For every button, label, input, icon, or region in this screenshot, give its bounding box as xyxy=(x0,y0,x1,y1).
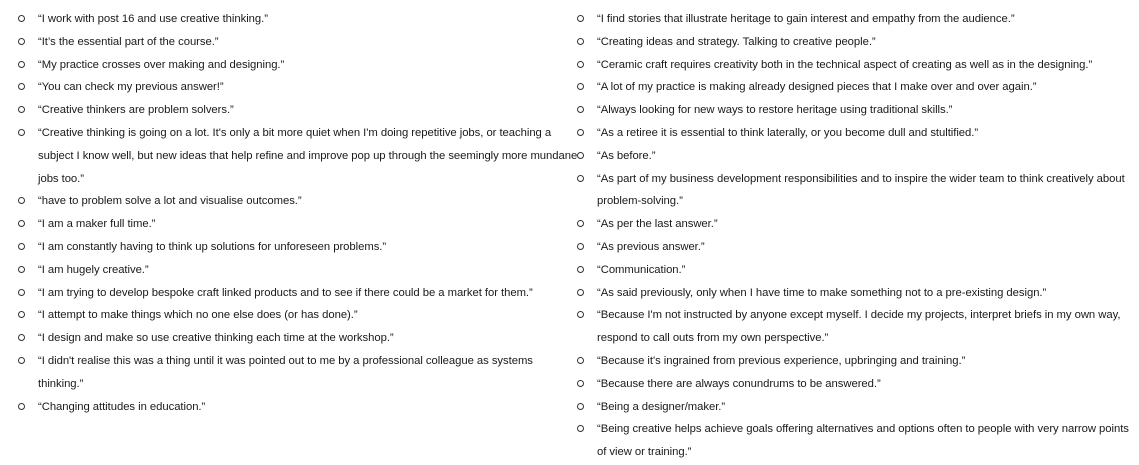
list-item xyxy=(577,304,1132,350)
quote-text: “My practice crosses over making and designing.” xyxy=(38,58,285,71)
circle-bullet-icon xyxy=(577,403,584,410)
circle-bullet-icon xyxy=(18,61,25,68)
quote-text: “I am trying to develop bespoke craft linked products and to see if there could be a market for them.” xyxy=(38,286,533,299)
quote-text: “Always looking for new ways to restore heritage using traditional skills.” xyxy=(597,104,953,117)
circle-bullet-icon xyxy=(18,357,25,364)
quote-text: “have to problem solve a lot and visualise outcomes.” xyxy=(38,195,302,208)
list-item xyxy=(18,76,578,99)
quote-text: “Because there are always conundrums to be answered.” xyxy=(597,377,881,390)
quote-text: “Because it's ingrained from previous experience, upbringing and training.” xyxy=(597,354,966,367)
list-item xyxy=(577,8,1132,31)
circle-bullet-icon xyxy=(577,311,584,318)
circle-bullet-icon xyxy=(577,266,584,273)
quote-text: “Creative thinkers are problem solvers.” xyxy=(38,104,234,117)
circle-bullet-icon xyxy=(577,83,584,90)
quote-text: “I am hugely creative.” xyxy=(38,263,149,276)
circle-bullet-icon xyxy=(577,175,584,182)
circle-bullet-icon xyxy=(577,425,584,432)
circle-bullet-icon xyxy=(577,129,584,136)
list-item xyxy=(18,54,578,77)
list-item xyxy=(18,8,578,31)
list-item xyxy=(577,282,1132,305)
quote-text: “It’s the essential part of the course.” xyxy=(38,35,219,48)
quote-text: “As said previously, only when I have time to make something not to a pre-existing design.” xyxy=(597,286,1047,299)
list-item xyxy=(18,304,578,327)
circle-bullet-icon xyxy=(18,197,25,204)
circle-bullet-icon xyxy=(18,243,25,250)
circle-bullet-icon xyxy=(18,15,25,22)
right-quote-list xyxy=(577,8,1132,464)
quote-text: “I find stories that illustrate heritage to gain interest and empathy from the audience.” xyxy=(597,13,1015,25)
circle-bullet-icon xyxy=(577,61,584,68)
quote-text: “Because I'm not instructed by anyone except myself. I decide my projects, interpret briefs in my own way, respond to call outs from my own perspective.” xyxy=(597,309,1121,345)
circle-bullet-icon xyxy=(577,38,584,45)
list-item xyxy=(577,350,1132,373)
circle-bullet-icon xyxy=(18,106,25,113)
quote-text: “As previous answer.” xyxy=(597,240,705,253)
list-item xyxy=(18,190,578,213)
list-item xyxy=(18,259,578,282)
quote-text: “I attempt to make things which no one else does (or has done).” xyxy=(38,309,358,322)
quote-text: “I didn't realise this was a thing until it was pointed out to me by a professional colleague as systems thinking.” xyxy=(38,354,533,390)
quote-text: “As per the last answer.” xyxy=(597,218,718,231)
list-item xyxy=(18,31,578,54)
quote-text: “As part of my business development responsibilities and to inspire the wider team to think creatively about problem-solving.” xyxy=(597,172,1125,208)
list-item xyxy=(577,259,1132,282)
circle-bullet-icon xyxy=(18,334,25,341)
list-item xyxy=(577,122,1132,145)
circle-bullet-icon xyxy=(18,83,25,90)
list-item xyxy=(18,282,578,305)
list-item xyxy=(577,168,1132,214)
circle-bullet-icon xyxy=(577,152,584,159)
list-item xyxy=(577,54,1132,77)
quote-text: “Creative thinking is going on a lot. It's only a bit more quiet when I'm doing repetitive jobs, or teaching a subject I know well, but new ideas that help refine and improve pop up through the seemingly more mundane jobs too.” xyxy=(38,126,578,185)
list-item xyxy=(18,327,578,350)
quote-text: “I am a maker full time.” xyxy=(38,218,156,231)
quote-text: “Communication.” xyxy=(597,263,686,276)
circle-bullet-icon xyxy=(18,289,25,296)
circle-bullet-icon xyxy=(577,106,584,113)
quote-text: “I design and make so use creative thinking each time at the workshop.” xyxy=(38,332,394,345)
quote-text: “Creating ideas and strategy. Talking to creative people.” xyxy=(597,35,876,48)
list-item xyxy=(18,122,578,190)
circle-bullet-icon xyxy=(577,15,584,22)
list-item xyxy=(577,418,1132,464)
list-item xyxy=(18,350,578,396)
circle-bullet-icon xyxy=(18,220,25,227)
quote-text: “Being creative helps achieve goals offering alternatives and options often to people with very narrow points of view or training.” xyxy=(597,423,1129,459)
circle-bullet-icon xyxy=(18,129,25,136)
circle-bullet-icon xyxy=(18,266,25,273)
circle-bullet-icon xyxy=(577,220,584,227)
quote-text: “As before.” xyxy=(597,149,656,162)
quote-text: “Being a designer/maker.” xyxy=(597,400,726,413)
list-item xyxy=(577,31,1132,54)
list-item xyxy=(577,76,1132,99)
circle-bullet-icon xyxy=(577,357,584,364)
circle-bullet-icon xyxy=(577,380,584,387)
list-item xyxy=(577,145,1132,168)
quote-text: “You can check my previous answer!” xyxy=(38,81,224,94)
circle-bullet-icon xyxy=(18,403,25,410)
list-item xyxy=(18,99,578,122)
circle-bullet-icon xyxy=(577,243,584,250)
list-item xyxy=(577,213,1132,236)
quote-text: “As a retiree it is essential to think laterally, or you become dull and stultified.” xyxy=(597,126,979,139)
quote-text: “Changing attitudes in education.” xyxy=(38,400,206,413)
list-item xyxy=(18,396,578,419)
circle-bullet-icon xyxy=(18,38,25,45)
list-item xyxy=(577,396,1132,419)
quote-text: “A lot of my practice is making already designed pieces that I make over and over again.” xyxy=(597,81,1037,94)
quote-text: “I work with post 16 and use creative thinking.” xyxy=(38,13,268,25)
list-item xyxy=(18,213,578,236)
circle-bullet-icon xyxy=(18,311,25,318)
list-item xyxy=(577,99,1132,122)
quote-text: “I am constantly having to think up solutions for unforeseen problems.” xyxy=(38,240,387,253)
left-quote-list xyxy=(18,8,578,418)
circle-bullet-icon xyxy=(577,289,584,296)
list-item xyxy=(577,373,1132,396)
list-item xyxy=(577,236,1132,259)
quote-text: “Ceramic craft requires creativity both in the technical aspect of creating as well as in the designing.” xyxy=(597,58,1093,71)
list-item xyxy=(18,236,578,259)
